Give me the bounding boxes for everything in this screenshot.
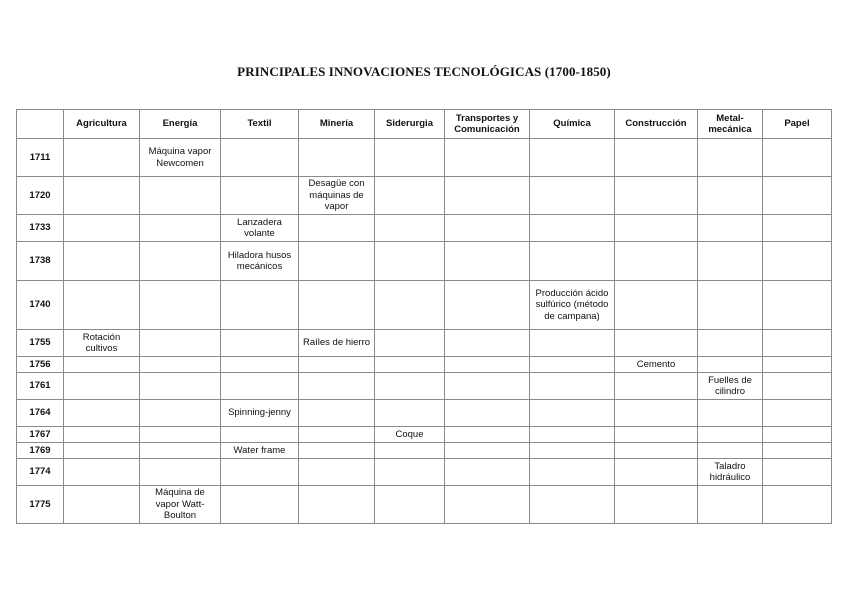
table-cell xyxy=(221,281,299,330)
table-cell xyxy=(299,139,375,177)
table-cell xyxy=(299,459,375,486)
table-row xyxy=(17,400,832,427)
table-cell xyxy=(698,177,763,215)
table-cell xyxy=(299,357,375,373)
table-cell xyxy=(615,330,698,357)
table-cell xyxy=(763,373,832,400)
table-row xyxy=(17,357,832,373)
table-cell xyxy=(221,373,299,400)
table-row xyxy=(17,242,832,281)
table-cell xyxy=(615,486,698,524)
table-cell xyxy=(64,139,140,177)
table-cell xyxy=(64,427,140,443)
column-header: Minería xyxy=(299,110,375,139)
year-cell: 1740 xyxy=(17,281,64,330)
table-row xyxy=(17,459,832,486)
table-cell xyxy=(221,177,299,215)
year-cell: 1774 xyxy=(17,459,64,486)
table-cell xyxy=(445,139,530,177)
column-header: Energía xyxy=(140,110,221,139)
table-cell xyxy=(763,177,832,215)
table-cell xyxy=(375,373,445,400)
table-cell: Raíles de hierro xyxy=(299,330,375,357)
table-cell xyxy=(615,177,698,215)
table-cell xyxy=(64,443,140,459)
table-row xyxy=(17,215,832,242)
table-cell xyxy=(445,357,530,373)
table-cell xyxy=(763,139,832,177)
table-cell xyxy=(375,242,445,281)
year-cell: 1733 xyxy=(17,215,64,242)
column-header: Agricultura xyxy=(64,110,140,139)
table-cell xyxy=(615,443,698,459)
table-cell: Taladro hidráulico xyxy=(698,459,763,486)
table-cell xyxy=(763,242,832,281)
table-cell xyxy=(530,373,615,400)
table-cell xyxy=(615,139,698,177)
table-cell xyxy=(445,215,530,242)
table-cell xyxy=(530,443,615,459)
table-cell: Fuelles de cilindro xyxy=(698,373,763,400)
table-cell xyxy=(64,177,140,215)
table-cell: Desagüe con máquinas de vapor xyxy=(299,177,375,215)
table-cell xyxy=(445,427,530,443)
table-cell xyxy=(375,400,445,427)
table-cell xyxy=(698,242,763,281)
table-cell xyxy=(615,427,698,443)
table-cell xyxy=(615,281,698,330)
table-cell xyxy=(221,357,299,373)
table-cell xyxy=(763,400,832,427)
table-cell xyxy=(299,427,375,443)
year-cell: 1764 xyxy=(17,400,64,427)
table-cell xyxy=(221,459,299,486)
year-cell: 1767 xyxy=(17,427,64,443)
table-cell xyxy=(140,215,221,242)
table-cell xyxy=(763,486,832,524)
table-cell xyxy=(530,357,615,373)
table-cell xyxy=(299,242,375,281)
table-cell xyxy=(698,443,763,459)
column-header: Química xyxy=(530,110,615,139)
table-cell xyxy=(140,373,221,400)
column-header xyxy=(17,110,64,139)
table-cell xyxy=(763,281,832,330)
table-cell: Máquina de vapor Watt-Boulton xyxy=(140,486,221,524)
column-header: Siderurgia xyxy=(375,110,445,139)
table-cell xyxy=(763,357,832,373)
table-cell xyxy=(375,459,445,486)
table-cell xyxy=(530,400,615,427)
table-cell xyxy=(763,443,832,459)
table-cell xyxy=(64,400,140,427)
table-cell xyxy=(64,373,140,400)
table-cell: Lanzadera volante xyxy=(221,215,299,242)
table-cell xyxy=(375,139,445,177)
table-cell xyxy=(299,400,375,427)
table-cell xyxy=(445,281,530,330)
table-row xyxy=(17,139,832,177)
table-row xyxy=(17,177,832,215)
table-cell: Producción ácido sulfúrico (método de campana) xyxy=(530,281,615,330)
table-cell xyxy=(698,330,763,357)
table-cell xyxy=(445,330,530,357)
table-cell xyxy=(221,139,299,177)
table-cell xyxy=(375,357,445,373)
table-cell: Rotación cultivos xyxy=(64,330,140,357)
table-cell xyxy=(445,177,530,215)
table-cell xyxy=(615,242,698,281)
table-cell xyxy=(375,177,445,215)
table-cell xyxy=(445,400,530,427)
table-cell xyxy=(530,139,615,177)
table-cell xyxy=(530,330,615,357)
table-cell xyxy=(375,215,445,242)
table-cell xyxy=(140,357,221,373)
table-cell xyxy=(64,281,140,330)
table-cell xyxy=(698,215,763,242)
table-row xyxy=(17,486,832,524)
table-cell xyxy=(698,357,763,373)
year-cell: 1775 xyxy=(17,486,64,524)
table-cell xyxy=(221,427,299,443)
page-title: PRINCIPALES INNOVACIONES TECNOLÓGICAS (1700-1850) xyxy=(237,64,611,79)
table-cell xyxy=(698,427,763,443)
table-cell xyxy=(64,242,140,281)
column-header: Papel xyxy=(763,110,832,139)
table-cell xyxy=(64,459,140,486)
table-cell xyxy=(445,242,530,281)
table-cell xyxy=(445,486,530,524)
table-cell xyxy=(375,281,445,330)
table-cell: Spinning-jenny xyxy=(221,400,299,427)
table-cell xyxy=(375,330,445,357)
table-cell xyxy=(530,486,615,524)
table-cell xyxy=(140,400,221,427)
table-cell xyxy=(615,215,698,242)
table-cell xyxy=(140,330,221,357)
table-cell xyxy=(221,330,299,357)
table-cell xyxy=(140,443,221,459)
table-cell xyxy=(140,281,221,330)
table-cell xyxy=(530,177,615,215)
table-cell xyxy=(445,443,530,459)
column-header: Transportes y Comunicación xyxy=(445,110,530,139)
table-cell xyxy=(763,330,832,357)
table-cell xyxy=(299,486,375,524)
table-cell xyxy=(615,373,698,400)
table-cell xyxy=(140,459,221,486)
year-cell: 1720 xyxy=(17,177,64,215)
table-cell xyxy=(299,215,375,242)
table-cell: Máquina vapor Newcomen xyxy=(140,139,221,177)
year-cell: 1756 xyxy=(17,357,64,373)
header-row xyxy=(17,110,832,139)
column-header: Textil xyxy=(221,110,299,139)
table-cell xyxy=(763,427,832,443)
year-cell: 1769 xyxy=(17,443,64,459)
table-cell xyxy=(530,459,615,486)
table-cell xyxy=(445,373,530,400)
table-cell xyxy=(140,242,221,281)
table-cell xyxy=(299,373,375,400)
table-cell xyxy=(375,486,445,524)
table-cell xyxy=(299,281,375,330)
table-cell xyxy=(530,427,615,443)
table-cell xyxy=(615,459,698,486)
year-cell: 1738 xyxy=(17,242,64,281)
table-cell xyxy=(140,427,221,443)
table-cell xyxy=(221,486,299,524)
innovations-table xyxy=(16,109,832,524)
column-header: Construcción xyxy=(615,110,698,139)
table-cell xyxy=(64,215,140,242)
table-cell xyxy=(530,215,615,242)
table-cell xyxy=(698,486,763,524)
table-row xyxy=(17,427,832,443)
column-header: Metal-mecánica xyxy=(698,110,763,139)
table-row xyxy=(17,373,832,400)
table-cell xyxy=(445,459,530,486)
table-cell: Hiladora husos mecánicos xyxy=(221,242,299,281)
table-cell xyxy=(64,486,140,524)
table-cell xyxy=(299,443,375,459)
table-cell: Cemento xyxy=(615,357,698,373)
table-cell xyxy=(698,281,763,330)
year-cell: 1755 xyxy=(17,330,64,357)
table-cell xyxy=(375,443,445,459)
table-cell: Water frame xyxy=(221,443,299,459)
table-row xyxy=(17,443,832,459)
table-cell xyxy=(698,400,763,427)
table-row xyxy=(17,281,832,330)
table-cell xyxy=(763,215,832,242)
table-cell xyxy=(698,139,763,177)
table-cell xyxy=(530,242,615,281)
table-cell xyxy=(64,357,140,373)
table-cell xyxy=(615,400,698,427)
table-row xyxy=(17,330,832,357)
table-cell xyxy=(763,459,832,486)
year-cell: 1711 xyxy=(17,139,64,177)
year-cell: 1761 xyxy=(17,373,64,400)
table-cell xyxy=(140,177,221,215)
table-cell: Coque xyxy=(375,427,445,443)
